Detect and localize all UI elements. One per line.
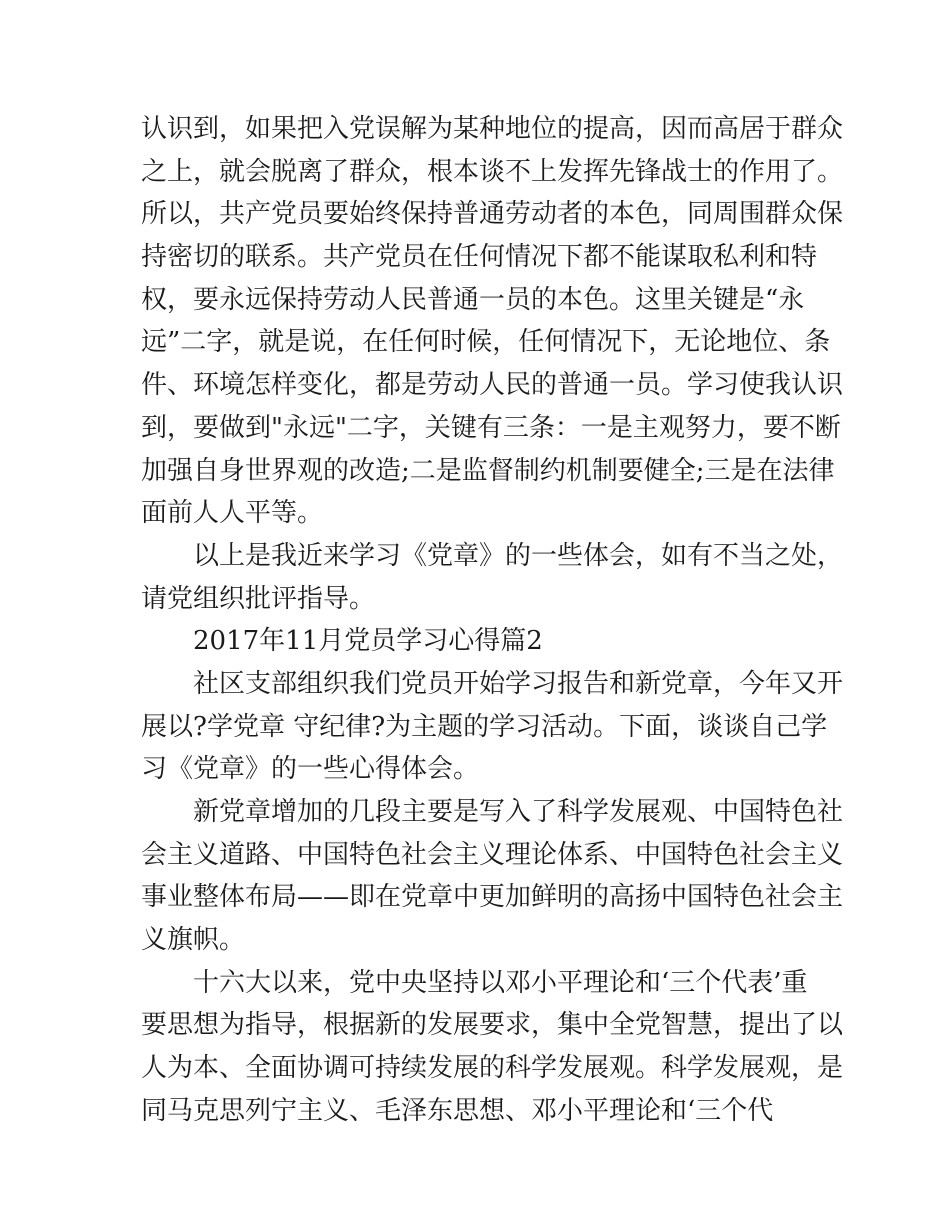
text-line: 加强自身世界观的改造;二是监督制约机制要健全;三是在法律	[141, 455, 835, 486]
text-line: 会主义道路、中国特色社会主义理论体系、中国特色社会主义	[141, 839, 844, 870]
section-heading: 2017年11月党员学习心得篇2	[193, 626, 543, 657]
text-line: 请党组织批评指导。	[141, 583, 376, 614]
text-line: 认识到，如果把入党误解为某种地位的提高，因而高居于群众	[141, 114, 844, 144]
text-line: 要思想为指导，根据新的发展要求，集中全党智慧，提出了以	[141, 1010, 844, 1041]
text-line: 面前人人平等。	[141, 498, 324, 529]
text-line: 展以?学党章 守纪律?为主题的学习活动。下面，谈谈自己学	[141, 711, 828, 742]
text-line: 权，要永远保持劳动人民普通一员的本色。这里关键是“永	[141, 284, 805, 315]
text-line: 新党章增加的几段主要是写入了科学发展观、中国特色社	[193, 797, 844, 827]
text-line: 人为本、全面协调可持续发展的科学发展观。科学发展观，是	[141, 1053, 844, 1084]
text-line: 社区支部组织我们党员开始学习报告和新党章，今年又开	[193, 668, 844, 699]
text-line: 件、环境怎样变化，都是劳动人民的普通一员。学习使我认识	[141, 370, 844, 401]
text-line: 所以，共产党员要始终保持普通劳动者的本色，同周围群众保	[141, 199, 844, 230]
text-line: 义旗帜。	[141, 925, 246, 956]
document-body	[141, 108, 844, 1133]
text-line: 远”二字，就是说，在任何时候，任何情况下，无论地位、条	[141, 327, 831, 358]
text-line: 十六大以来，党中央坚持以邓小平理论和‘三个代表’重	[193, 967, 808, 998]
text-line: 同马克思列宁主义、毛泽东思想、邓小平理论和‘三个代	[141, 1095, 774, 1126]
text-line: 事业整体布局——即在党章中更加鲜明的高扬中国特色社会主	[141, 882, 844, 913]
text-line: 持密切的联系。共产党员在任何情况下都不能谋取私利和特	[141, 242, 818, 273]
text-line: 习《党章》的一些心得体会。	[141, 754, 480, 785]
text-line: 之上，就会脱离了群众，根本谈不上发挥先锋战士的作用了。	[141, 156, 844, 187]
text-line: 以上是我近来学习《党章》的一些体会，如有不当之处，	[193, 540, 844, 571]
text-line: 到，要做到"永远"二字，关键有三条：一是主观努力，要不断	[141, 412, 841, 443]
